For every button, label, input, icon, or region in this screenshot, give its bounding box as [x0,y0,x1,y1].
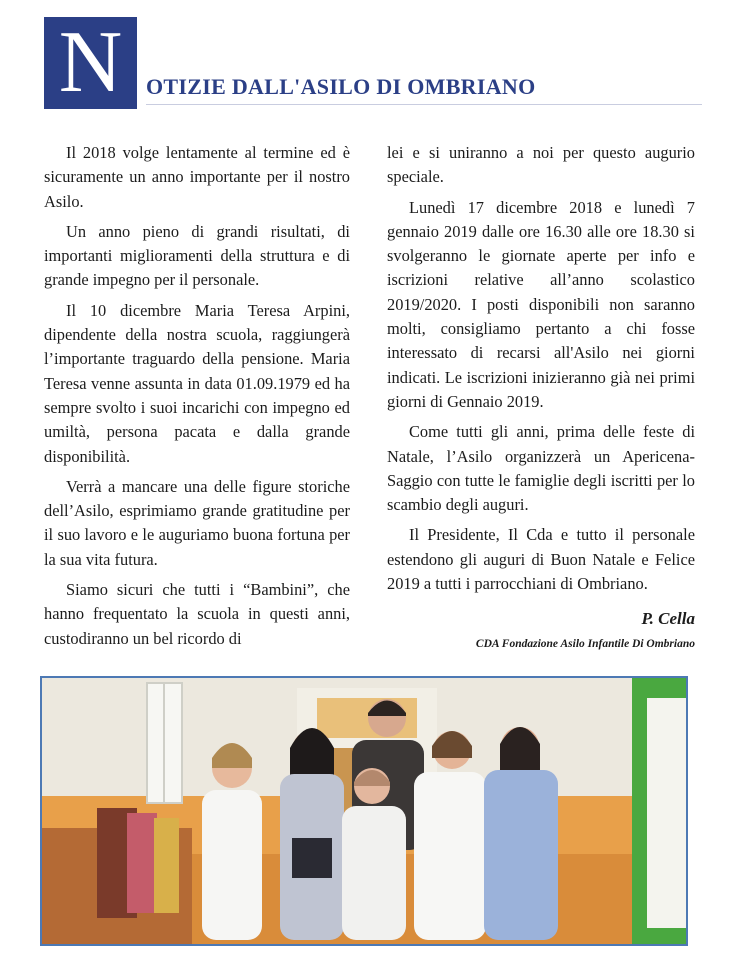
paragraph: Il 10 dicembre Maria Teresa Arpini, dipendente della nostra scuola, raggiungerà l’importante traguardo della pensione. Maria Teresa venne assunta in data 01.09.1979 ed ha sempre svolto i suoi incarichi con impegno ed umiltà, persona pacata e dalla grande disponibilità. [44,300,350,466]
paragraph-continuation: lei e si uniranno a noi per questo augurio speciale. [387,143,695,187]
group-photo [40,676,688,946]
paragraph: Lunedì 17 dicembre 2018 e lunedì 7 gennaio 2019 dalle ore 16.30 alle ore 18.30 si svolgeranno le giornate aperte per info e iscrizioni relative all’anno scolastico 2019/2020. I posti disponibili non saranno molti, consigliamo pertanto a chi fosse interessato di recarsi all'Asilo nei giorni indicati. Le iscrizioni inizieranno già nei primi giorni di Gennaio 2019. [387,197,695,411]
paragraph: Un anno pieno di grandi risultati, di importanti miglioramenti della struttura e di grande impegno per il personale. [44,221,350,290]
paragraph: Il Presidente, Il Cda e tutto il personale estendono gli auguri di Buon Natale e Felice 2019 a tutti i parrocchiani di Ombriano. [387,525,695,594]
author-organization: CDA Fondazione Asilo Infantile Di Ombriano [475,638,695,650]
author-signature: P. Cella [641,609,695,628]
title-divider [146,104,702,105]
title-initial-dropcap: N [44,17,137,109]
group-photo-illustration [42,678,686,944]
paragraph: Come tutti gli anni, prima delle feste di Natale, l’Asilo organizzerà un Apericena-Saggio con tutte le famiglie degli iscritti per lo scambio degli auguri. [387,422,695,515]
page-title: OTIZIE DALL'ASILO DI OMBRIANO [146,74,536,99]
paragraph: Verrà a mancare una delle figure storiche dell’Asilo, esprimiamo grande gratitudine per il suo lavoro e le auguriamo buona fortuna per la sua vita futura. [44,476,350,569]
paragraph: Il 2018 volge lentamente al termine ed è sicuramente un anno importante per il nostro Asilo. [44,143,350,211]
article-right-column [387,141,695,602]
article-left-column [44,141,350,657]
paragraph: Siamo sicuri che tutti i “Bambini”, che hanno frequentato la scuola in questi anni, custodiranno un bel ricordo di [44,580,350,648]
